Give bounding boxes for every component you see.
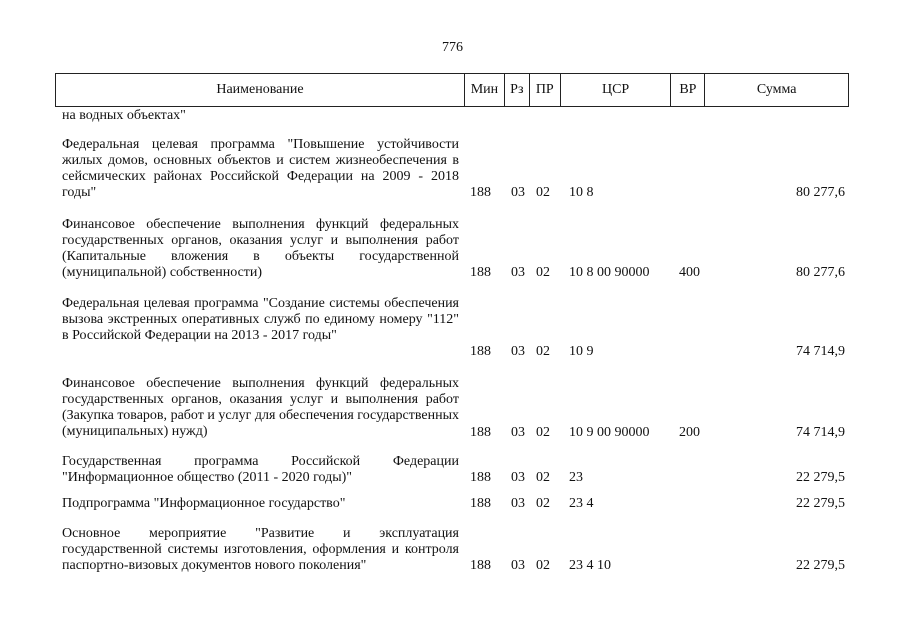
column-header-rz: Рз xyxy=(504,74,529,106)
row-vr: 400 xyxy=(679,265,700,280)
row-pr: 02 xyxy=(536,265,550,280)
row-sum: 22 279,5 xyxy=(796,470,845,485)
row-rz: 03 xyxy=(511,344,525,359)
row-pr: 02 xyxy=(536,558,550,573)
row-rz: 03 xyxy=(511,496,525,511)
row-name: Федеральная целевая программа "Повышение устойчивости жилых домов, основных объектов и систем жизнеобеспечения в сейсмических районах Российской Федерации на 2009 - 2018 годы" xyxy=(62,137,459,200)
row-csr: 10 9 xyxy=(569,344,594,359)
row-pr: 02 xyxy=(536,470,550,485)
row-sum: 74 714,9 xyxy=(796,425,845,440)
row-name: Подпрограмма "Информационное государство" xyxy=(62,496,346,511)
row-name: Финансовое обеспечение выполнения функций федеральных государственных органов, оказания услуг и выполнения работ (Капитальные вложения в объекты государственной (муниципальной) собственности) xyxy=(62,217,459,280)
row-sum: 22 279,5 xyxy=(796,558,845,573)
row-rz: 03 xyxy=(511,425,525,440)
row-csr: 10 8 xyxy=(569,185,594,200)
row-name: на водных объектах" xyxy=(62,108,186,123)
row-csr: 10 8 00 90000 xyxy=(569,265,650,280)
row-pr: 02 xyxy=(536,344,550,359)
row-min: 188 xyxy=(470,185,491,200)
row-rz: 03 xyxy=(511,265,525,280)
row-pr: 02 xyxy=(536,185,550,200)
row-name: Федеральная целевая программа "Создание системы обеспечения вызова экстренных оперативных служб по единому номеру "112" в Российской Федерации на 2013 - 2017 годы" xyxy=(62,296,459,343)
row-pr: 02 xyxy=(536,425,550,440)
row-rz: 03 xyxy=(511,558,525,573)
row-sum: 22 279,5 xyxy=(796,496,845,511)
row-name: Основное мероприятие "Развитие и эксплуатация государственной системы изготовления, оформления и контроля паспортно-визовых документов нового поколения" xyxy=(62,526,459,573)
row-min: 188 xyxy=(470,558,491,573)
row-rz: 03 xyxy=(511,185,525,200)
column-header-csr: ЦСР xyxy=(560,74,671,106)
row-sum: 74 714,9 xyxy=(796,344,845,359)
row-vr: 200 xyxy=(679,425,700,440)
row-csr: 23 4 10 xyxy=(569,558,611,573)
row-csr: 23 4 xyxy=(569,496,594,511)
row-rz: 03 xyxy=(511,470,525,485)
column-header-min: Мин xyxy=(464,74,504,106)
column-header-vr: ВР xyxy=(670,74,704,106)
column-header-sum: Сумма xyxy=(704,74,848,106)
row-min: 188 xyxy=(470,344,491,359)
row-sum: 80 277,6 xyxy=(796,185,845,200)
row-min: 188 xyxy=(470,496,491,511)
row-min: 188 xyxy=(470,470,491,485)
row-sum: 80 277,6 xyxy=(796,265,845,280)
row-csr: 23 xyxy=(569,470,583,485)
column-header-name: Наименование xyxy=(216,82,304,97)
column-header-pr: ПР xyxy=(529,74,560,106)
row-min: 188 xyxy=(470,425,491,440)
row-csr: 10 9 00 90000 xyxy=(569,425,650,440)
row-min: 188 xyxy=(470,265,491,280)
row-name: Финансовое обеспечение выполнения функций федеральных государственных органов, оказания услуг и выполнения работ (Закупка товаров, работ и услуг для обеспечения государственных (муниципальных) нужд) xyxy=(62,376,459,439)
row-pr: 02 xyxy=(536,496,550,511)
page-number: 776 xyxy=(442,40,463,55)
row-name: Государственная программа Российской Федерации "Информационное общество (2011 - 2020 годы)" xyxy=(62,454,459,485)
